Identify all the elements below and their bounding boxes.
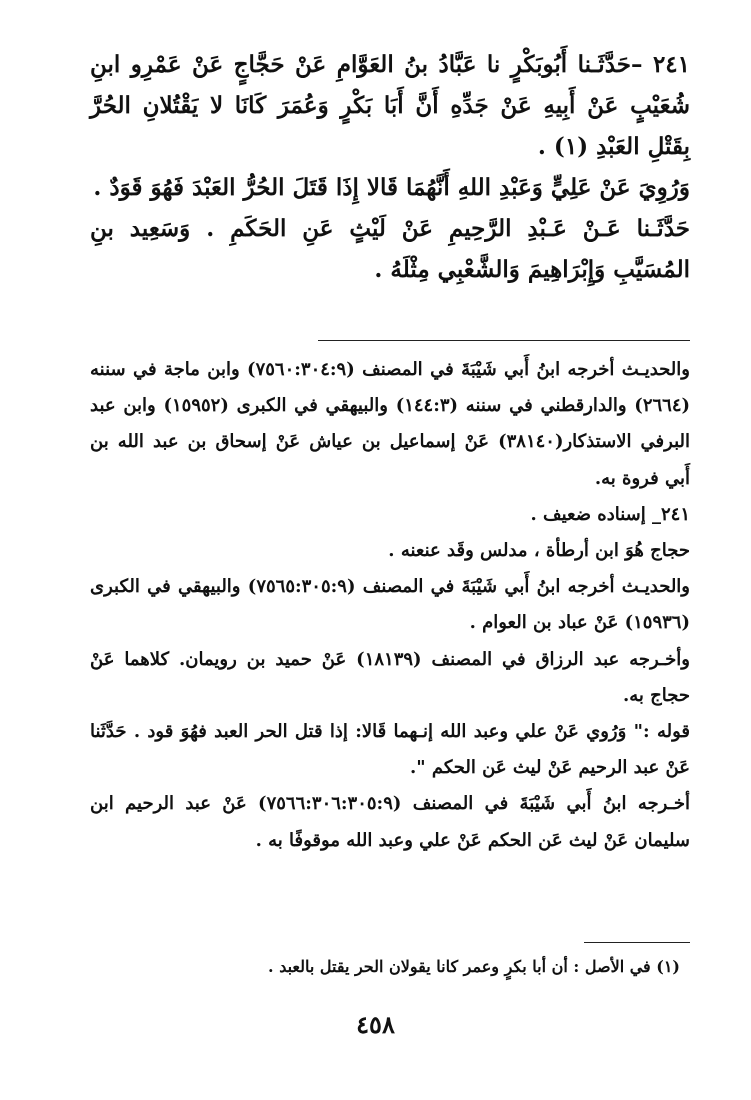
note-paragraph: أخـرجه ابنُ أَبي شَيْبَةَ في المصنف (٧٥٦٦:٣٠٦:٣٠٥:٩) عَنْ عبد الرحيم ابن سليمان عَنْ ليث عَن الحكم عَنْ علي وعبد الله موقوفًا به . bbox=[90, 793, 690, 851]
note-paragraph: والحديـث أخرجه ابنُ أَبي شَيْبَةَ في المصنف (٧٥٦٥:٣٠٥:٩) والبيهقي في الكبرى (١٥٩٣٦) عَنْ عباد بن العوام . bbox=[90, 576, 691, 634]
section-divider bbox=[318, 340, 690, 341]
footnote: (١) في الأصل : أن أبا بكرٍ وعمر كانا يقولان الحر يقتل بالعبد . bbox=[268, 957, 680, 976]
note-paragraph: وأخـرجه عبد الرزاق في المصنف (١٨١٣٩) عَنْ حميد بن رويمان. كلاهما عَنْ حجاج به. bbox=[90, 648, 690, 706]
commentary-notes bbox=[90, 352, 690, 859]
note-paragraph: حجاج هُوَ ابن أرطأة ، مدلس وقَد عنعنه . bbox=[388, 540, 690, 562]
hadith-paragraph: ٢٤١ –حَدَّثَـنا أَبُوبَكْرٍ نا عَبَّادُ بنُ العَوَّامِ عَنْ حَجَّاجٍ عَنْ عَمْرِو ابنِ شُعَيْبٍ عَنْ أَبِيهِ عَنْ جَدِّهِ أَنَّ أَبَا بَكْرٍ وَعُمَرَ كَانَا لا يَقْتُلانِ الحُرَّ بِقَتْلِ العَبْدِ (١) . bbox=[90, 51, 690, 160]
hadith-paragraph: وَرُوِيَ عَنْ عَلِيٍّ وَعَبْدِ اللهِ أَنَّهُمَا قَالا إِذَا قَتَلَ الحُرُّ العَبْدَ فَهُوَ قَوَدٌ . bbox=[93, 174, 690, 201]
footnote-divider bbox=[584, 942, 690, 943]
note-paragraph: ٢٤١_ إسناده ضعيف . bbox=[530, 503, 690, 525]
note-paragraph: والحديـث أخرجه ابنُ أَبي شَيْبَةَ في المصنف (٧٥٦٠:٣٠٤:٩) وابن ماجة في سننه (٢٦٦٤) والدارقطني في سننه (١٤٤:٣) والبيهقي في الكبرى (١٥٩٥٢) وابن عبد البرفي الاستذكار(٣٨١٤٠) عَنْ إسماعيل بن عياش عَنْ إسحاق بن عبد الله بن أَبي فروة به. bbox=[90, 359, 691, 489]
hadith-text bbox=[90, 44, 690, 290]
note-paragraph: قوله :" وَرُوي عَنْ علي وعبد الله إنـهما قَالا: إذا قتل الحر العبد فهُوَ قود . حَدَّثَنا عَنْ عبد الرحيم عَنْ ليث عَن الحكم ". bbox=[90, 721, 690, 779]
hadith-paragraph: حَدَّثَـنا عَـنْ عَـبْدِ الرَّحِيمِ عَنْ لَيْثٍ عَنِ الحَكَمِ . وَسَعِيد بنِ المُسَيَّبِ وَإِبْرَاهِيمَ وَالشَّعْبِي مِثْلَهُ . bbox=[90, 215, 690, 283]
page-number: ٤٥٨ bbox=[356, 1010, 395, 1039]
